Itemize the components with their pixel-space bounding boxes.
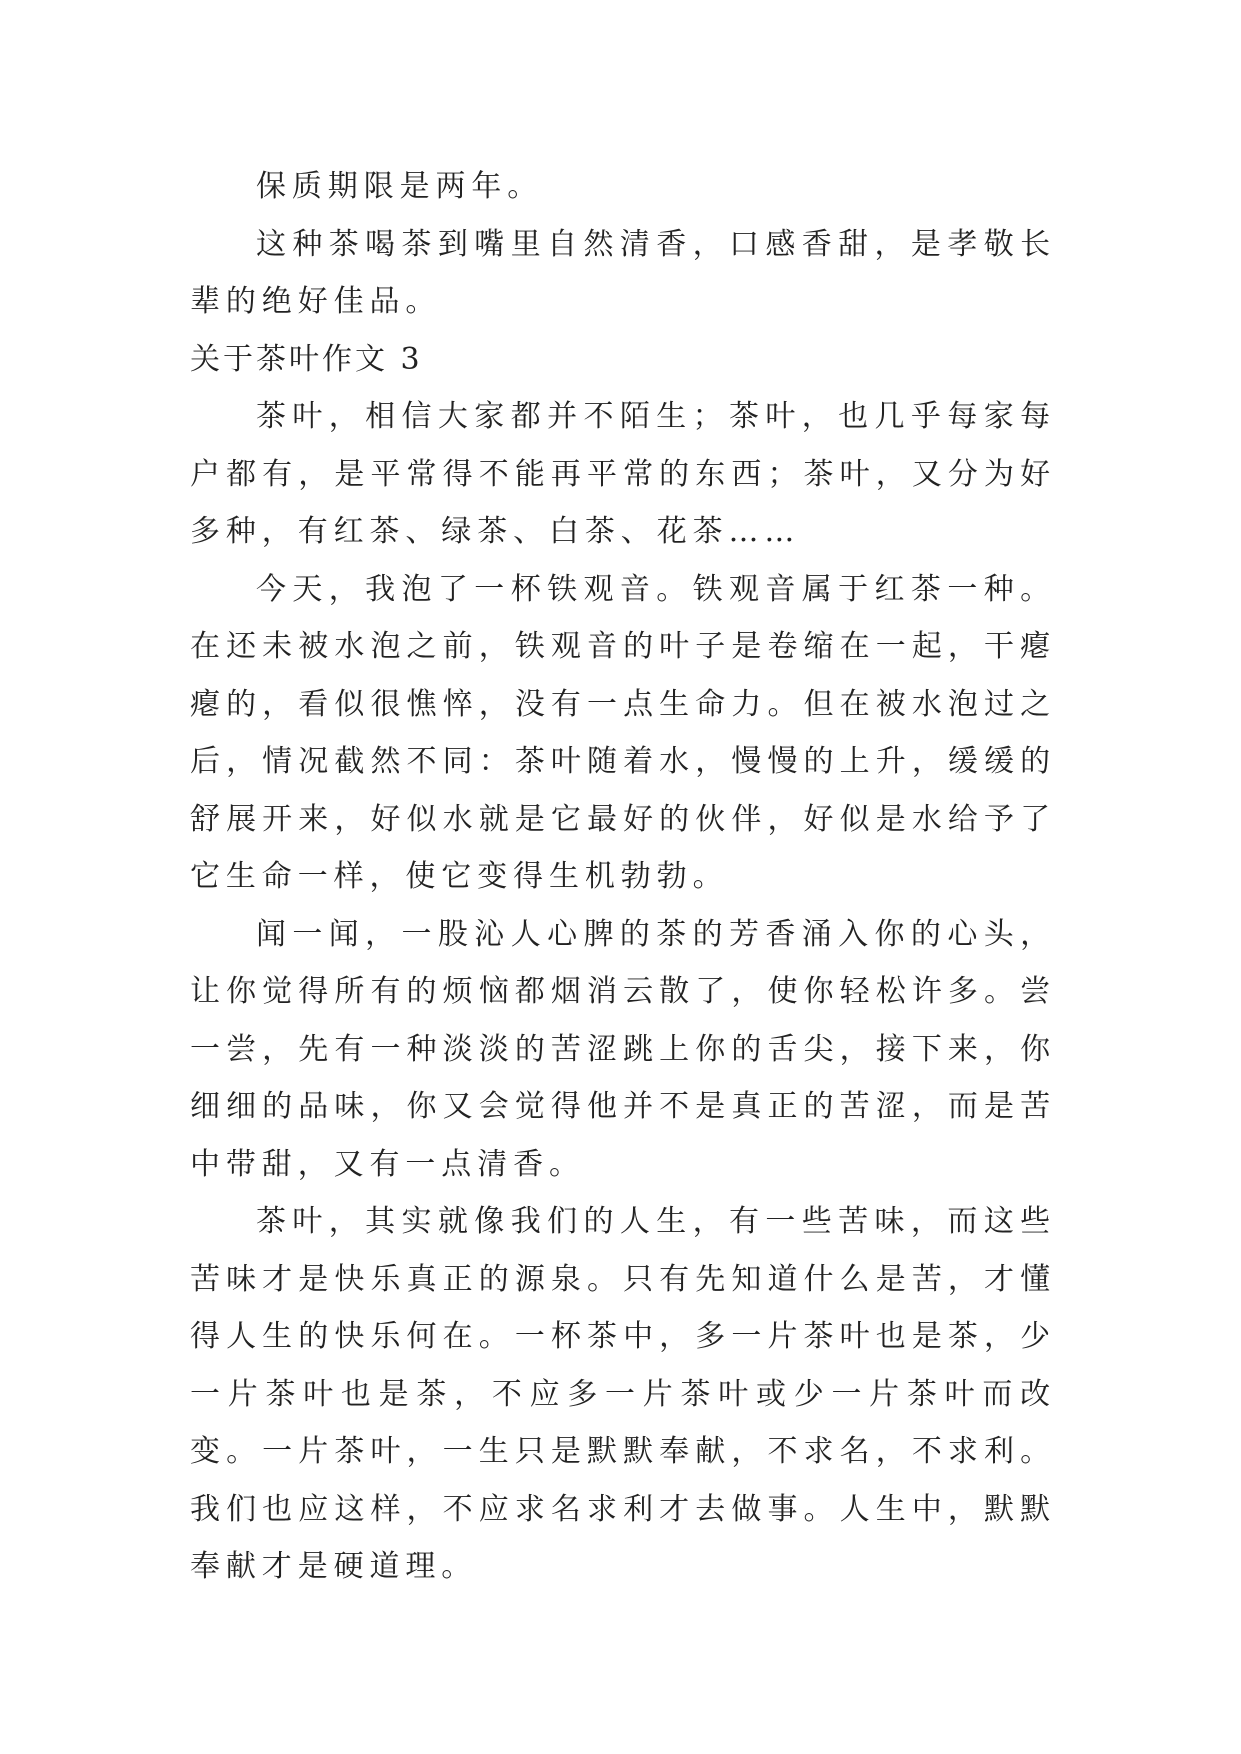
- document-body: [190, 158, 1056, 1596]
- paragraph-shelf-life: 保质期限是两年。: [256, 169, 544, 204]
- paragraph-intro: 茶叶，相信大家都并不陌生；茶叶，也几乎每家每户都有，是平常得不能再平常的东西；茶叶，又分为好多种，有红茶、绿茶、白茶、花茶……: [190, 399, 1056, 549]
- paragraph-life: 茶叶，其实就像我们的人生，有一些苦味，而这些苦味才是快乐真正的源泉。只有先知道什么是苦，才懂得人生的快乐何在。一杯茶中，多一片茶叶也是茶，少一片茶叶也是茶，不应多一片茶叶或少一片茶叶而改变。一片茶叶，一生只是默默奉献，不求名，不求利。我们也应这样，不应求名求利才去做事。人生中，默默奉献才是硬道理。: [190, 1204, 1056, 1584]
- paragraph-tieguanyin: 今天，我泡了一杯铁观音。铁观音属于红茶一种。在还未被水泡之前，铁观音的叶子是卷缩在一起，干瘪瘪的，看似很憔悴，没有一点生命力。但在被水泡过之后，情况截然不同：茶叶随着水，慢慢的上升，缓缓的舒展开来，好似水就是它最好的伙伴，好似是水给予了它生命一样，使它变得生机勃勃。: [190, 571, 1056, 894]
- paragraph-smell-taste: 闻一闻，一股沁人心脾的茶的芳香涌入你的心头，让你觉得所有的烦恼都烟消云散了，使你轻松许多。尝一尝，先有一种淡淡的苦涩跳上你的舌尖，接下来，你细细的品味，你又会觉得他并不是真正的苦涩，而是苦中带甜，又有一点清香。: [190, 916, 1056, 1182]
- paragraph-taste: 这种茶喝茶到嘴里自然清香，口感香甜，是孝敬长辈的绝好佳品。: [190, 226, 1056, 319]
- section-heading: 关于茶叶作文 3: [190, 341, 423, 377]
